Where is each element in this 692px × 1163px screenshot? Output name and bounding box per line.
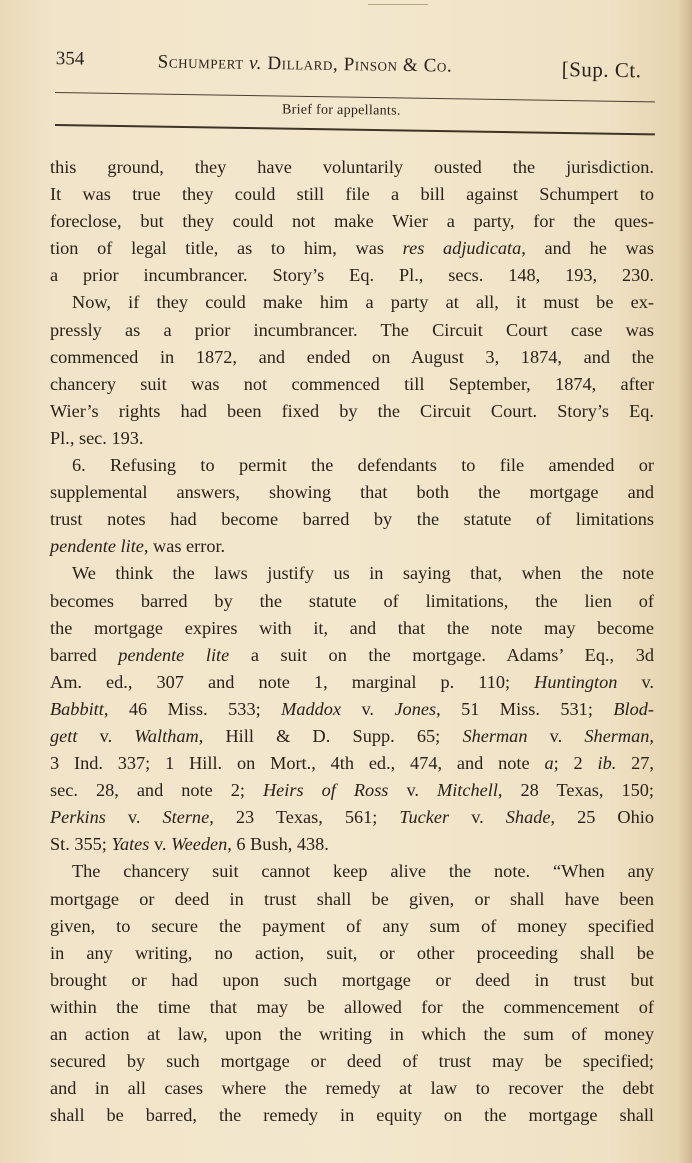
text-line	[50, 371, 654, 398]
text-line	[50, 181, 654, 208]
text-segment: We think the laws justify us in saying that, when the note	[72, 563, 654, 584]
running-head	[49, 44, 659, 93]
text-line	[50, 994, 654, 1021]
italic-text: Maddox	[281, 698, 342, 719]
text-line	[50, 425, 654, 452]
text-segment: , 28 Texas, 150;	[497, 780, 654, 801]
text-line	[50, 533, 654, 560]
text-segment: secured by such mortgage or deed of trust may be specified;	[50, 1051, 654, 1072]
text-line	[50, 913, 654, 940]
text-segment: commenced in 1872, and ended on August 3, 1874, and the	[50, 346, 654, 367]
case-title-party-2: Dillard, Pinson & Co.	[261, 52, 453, 77]
text-segment: , 6 Bush, 438.	[227, 834, 329, 855]
italic-text: Sterne	[162, 807, 210, 828]
text-segment: Wier’s rights had been fixed by the Circuit Court. Story’s Eq.	[50, 400, 654, 421]
page-edge-shadow	[678, 0, 692, 1163]
text-segment: a prior incumbrancer. Story’s Eq. Pl., secs. 148, 193, 230.	[50, 265, 654, 286]
text-segment: ,	[649, 725, 654, 746]
text-segment: 27,	[616, 753, 654, 774]
text-line	[50, 317, 654, 344]
text-line	[50, 886, 654, 913]
text-line	[50, 506, 654, 533]
text-segment: v.	[617, 671, 655, 692]
italic-text: Jones	[394, 698, 437, 719]
text-segment: sec. 28, and note 2;	[50, 780, 263, 801]
text-segment: 6. Refusing to permit the defendants to file amended or	[72, 455, 654, 476]
text-segment: St. 355;	[50, 834, 112, 855]
italic-text: Huntington	[534, 671, 618, 692]
italic-text: Sherman	[462, 725, 528, 746]
text-segment: The chancery suit cannot keep alive the note. “When any	[72, 861, 654, 882]
text-segment: an action at law, upon the writing in which the sum of money	[50, 1024, 654, 1044]
text-line	[50, 235, 654, 262]
text-line	[50, 858, 654, 885]
text-segment: , 23 Texas, 561;	[209, 807, 400, 828]
text-line	[50, 750, 654, 777]
text-segment: , 25 Ohio	[550, 807, 654, 828]
text-line	[50, 154, 654, 181]
italic-text: Weeden	[171, 834, 228, 855]
text-segment: a suit on the mortgage. Adams’ Eq., 3d	[229, 644, 655, 665]
text-line	[50, 615, 654, 642]
text-segment: , Hill & D. Supp. 65;	[198, 725, 463, 746]
text-line	[50, 804, 654, 831]
text-segment: this ground, they have voluntarily ousted the jurisdiction.	[50, 157, 654, 177]
italic-text: Sherman	[584, 725, 650, 746]
text-line	[50, 777, 654, 804]
text-line	[50, 940, 654, 967]
text-line	[50, 1048, 654, 1075]
page-number: 354	[55, 48, 85, 70]
italic-text: gett	[50, 725, 78, 746]
text-segment: pressly as a prior incumbrancer. The Circuit Court case was	[50, 319, 654, 340]
text-segment: v.	[149, 834, 172, 855]
italic-text: ib.	[597, 753, 617, 774]
italic-text: Shade	[505, 807, 551, 828]
italic-text: Mitchell	[437, 780, 498, 801]
italic-text: a	[544, 753, 554, 774]
page-edge-mark	[368, 0, 428, 5]
header-rule-top	[55, 92, 655, 102]
text-segment: v.	[527, 725, 585, 746]
text-segment: Pl., sec. 193.	[50, 427, 144, 448]
text-segment: foreclose, but they could not make Wier a party, for the ques-	[50, 211, 654, 232]
text-segment: , 46 Miss. 533;	[103, 698, 282, 719]
text-segment: , 51 Miss. 531;	[436, 698, 614, 719]
text-segment: brought or had upon such mortgage or deed in trust but	[50, 969, 654, 990]
court-tag: [Sup. Ct.	[561, 57, 642, 83]
text-line	[50, 452, 654, 479]
text-line	[50, 588, 654, 615]
text-line	[50, 669, 654, 696]
text-segment: chancery suit was not commenced till September, 1874, after	[50, 373, 654, 394]
text-line	[50, 642, 654, 669]
case-title-party-1: Schumpert	[157, 51, 250, 74]
text-line	[50, 208, 654, 235]
italic-text: Perkins	[50, 807, 106, 828]
text-segment: and in all cases where the remedy at law to recover the debt	[50, 1078, 654, 1099]
case-title	[158, 52, 453, 78]
text-line	[50, 1102, 654, 1129]
italic-text: Blod-	[613, 698, 654, 719]
text-line	[50, 696, 654, 723]
italic-text: Waltham	[134, 725, 199, 746]
text-segment: v.	[388, 780, 437, 801]
text-line	[50, 723, 654, 750]
text-segment: supplemental answers, showing that both the mortgage and	[50, 482, 654, 503]
text-segment: v.	[341, 698, 395, 719]
text-segment: mortgage or deed in trust shall be given, or shall have been	[50, 888, 654, 909]
text-line	[50, 831, 654, 858]
text-segment: Now, if they could make him a party at all, it must be ex-	[72, 292, 654, 313]
text-segment: v.	[449, 807, 506, 828]
text-line	[50, 1075, 654, 1102]
italic-text: Tucker	[399, 807, 450, 828]
text-segment: , was error.	[143, 536, 226, 557]
text-segment: , and he was	[521, 238, 654, 259]
text-line	[50, 560, 654, 587]
text-segment: given, to secure the payment of any sum of money specified	[50, 915, 654, 936]
text-line	[50, 967, 654, 994]
text-segment: becomes barred by the statute of limitations, the lien of	[50, 590, 654, 611]
text-segment: v.	[105, 807, 163, 828]
italic-text: res adjudicata	[402, 238, 522, 259]
text-segment: barred	[50, 644, 119, 665]
text-segment: It was true they could still file a bill against Schumpert to	[50, 184, 654, 205]
text-segment: 3 Ind. 337; 1 Hill. on Mort., 4th ed., 474, and note	[50, 753, 545, 774]
text-segment: in any writing, no action, suit, or other proceeding shall be	[50, 942, 654, 963]
italic-text: pendente lite	[50, 536, 144, 557]
text-line	[50, 344, 654, 371]
text-segment: within the time that may be allowed for the commencement of	[50, 996, 654, 1017]
italic-text: Yates	[111, 834, 150, 855]
text-segment: shall be barred, the remedy in equity on the mortgage shall	[50, 1105, 654, 1126]
text-segment: Am. ed., 307 and note 1, marginal p. 110;	[50, 671, 535, 692]
text-line	[50, 262, 654, 289]
text-line	[50, 289, 654, 316]
text-line	[50, 398, 654, 425]
text-line	[50, 1021, 654, 1048]
text-line	[50, 479, 654, 506]
header-rule-bottom	[55, 124, 655, 135]
brief-subheading: Brief for appellants.	[281, 102, 401, 119]
italic-text: pendente lite	[118, 644, 230, 665]
text-segment: the mortgage expires with it, and that the note may become	[50, 617, 654, 638]
text-segment: trust notes had become barred by the statute of limitations	[50, 509, 654, 530]
body-text	[50, 154, 654, 1129]
case-title-versus: v.	[248, 52, 263, 74]
text-segment: tion of legal title, as to him, was	[50, 238, 403, 259]
italic-text: Heirs of Ross	[262, 780, 389, 801]
text-segment: v.	[77, 725, 135, 746]
text-segment: ; 2	[553, 753, 598, 774]
italic-text: Babbitt	[50, 698, 104, 719]
